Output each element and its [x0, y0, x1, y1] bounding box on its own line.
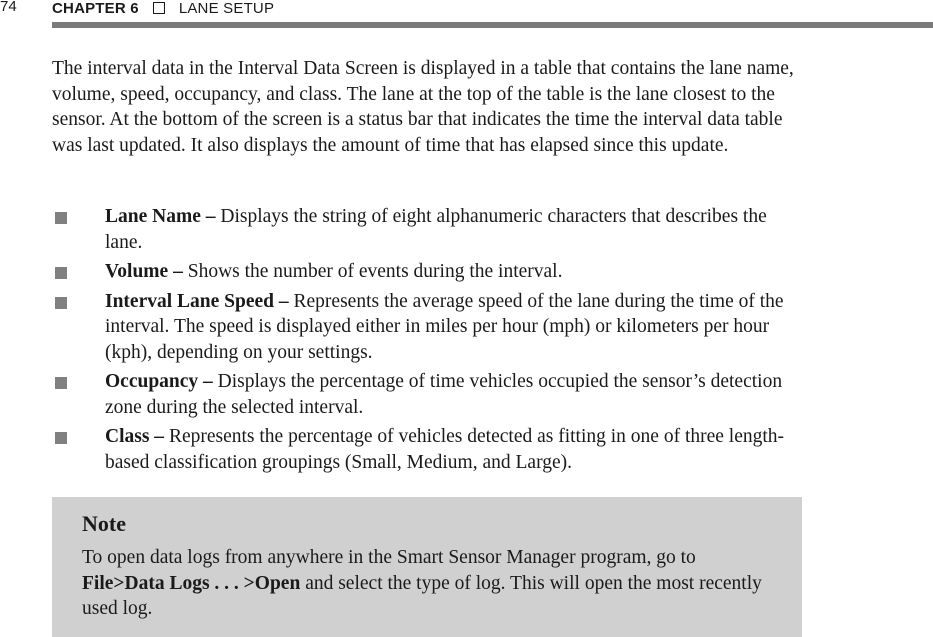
intro-paragraph: The interval data in the Interval Data Screen is displayed in a table that contains the lane name, volume, speed, occupancy, and class. The lane at the top of the table is the lane closest to the sensor. At the bottom of the screen is a status bar that indicates the time the interval data table was last updated. It also displays the amount of time that has elapsed since this update.	[52, 58, 794, 156]
term-description: Shows the number of events during the interval.	[182, 261, 563, 282]
running-header	[52, 0, 274, 18]
list-item-lane-name	[0, 204, 805, 255]
list-item-occupancy	[0, 369, 805, 420]
term-description: Represents the percentage of vehicles detected as fitting in one of three length-based classification groupings (Small, Medium, and Large).	[105, 426, 785, 473]
chapter-label: CHAPTER 6	[52, 0, 139, 17]
term-description: Represents the average speed of the lane during the time of the interval. The speed is displayed either in miles per hour (mph) or kilometers per hour (kph), depending on your settings.	[105, 290, 784, 363]
term-description: Displays the string of eight alphanumeric characters that describes the lane.	[105, 206, 767, 253]
term-label: Occupancy –	[105, 371, 213, 392]
list-item-volume	[0, 259, 805, 285]
square-bullet-icon	[55, 297, 67, 309]
note-text-after: and select the type of log. This will open the most recently used log.	[82, 572, 762, 619]
note-box	[52, 497, 802, 637]
note-text-before: To open data logs from anywhere in the Smart Sensor Manager program, go to	[82, 547, 696, 568]
section-label: LANE SETUP	[178, 0, 275, 17]
note-body	[82, 545, 782, 622]
header-separator-box-icon	[153, 2, 165, 14]
square-bullet-icon	[55, 267, 67, 279]
square-bullet-icon	[55, 432, 67, 444]
square-bullet-icon	[55, 212, 67, 224]
note-title: Note	[82, 511, 126, 536]
square-bullet-icon	[55, 377, 67, 389]
header-rule	[52, 22, 933, 28]
term-label: Lane Name –	[105, 206, 216, 227]
page-number: 74	[0, 0, 17, 15]
term-label: Interval Lane Speed –	[105, 290, 289, 312]
term-label: Volume –	[105, 261, 183, 282]
term-description: Displays the percentage of time vehicles occupied the sensor’s detection zone during the selected interval.	[105, 371, 783, 418]
term-label: Class –	[105, 426, 165, 447]
field-description-list	[0, 204, 820, 479]
list-item-class	[0, 424, 805, 475]
menu-path: File>Data Logs . . . >Open	[82, 572, 301, 594]
list-item-interval-lane-speed	[0, 289, 805, 366]
